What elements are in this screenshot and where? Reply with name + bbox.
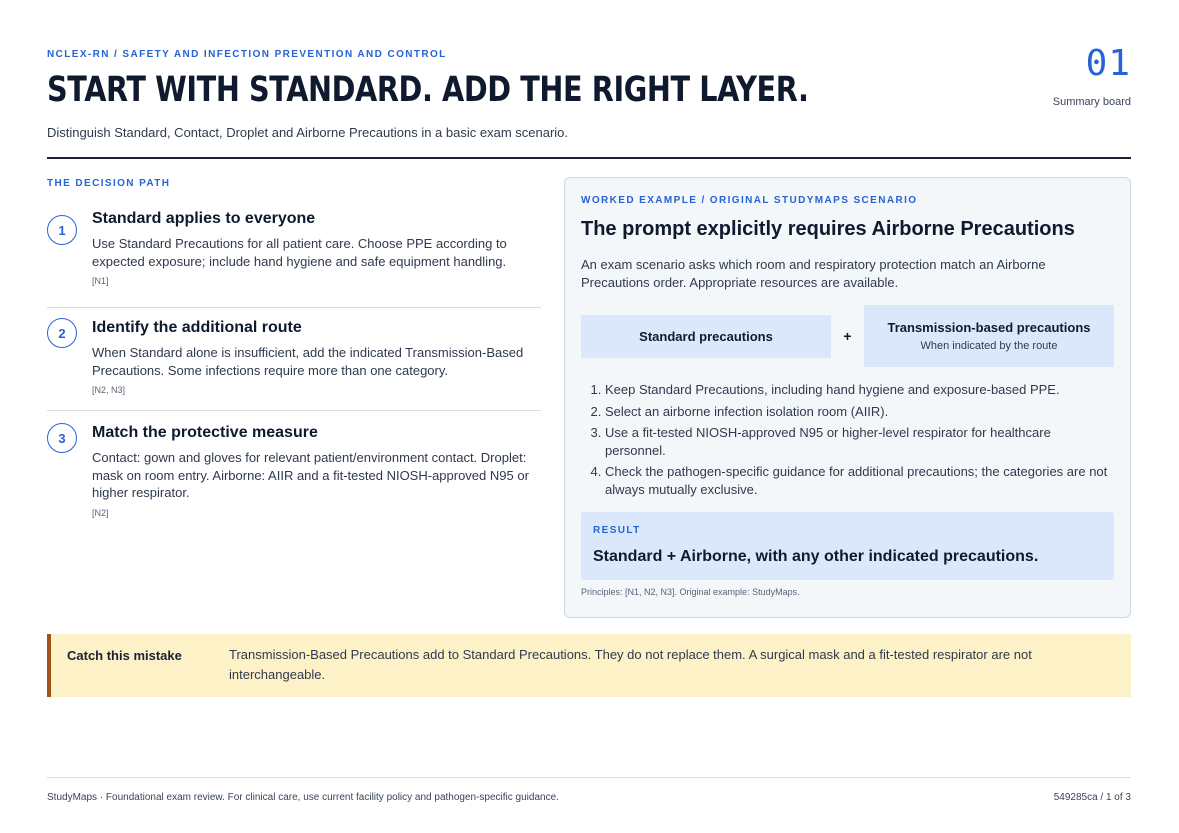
transmission-precautions-chip xyxy=(864,305,1114,367)
footer-disclaimer: StudyMaps · Foundational exam review. For clinical care, use current facility policy and pathogen-specific guidance. xyxy=(47,792,559,803)
worked-example-panel xyxy=(564,177,1131,618)
header-divider xyxy=(47,157,1131,159)
list-item: 2. Select an airborne infection isolation room (AIIR). xyxy=(605,403,1114,421)
decision-path-label: THE DECISION PATH xyxy=(47,178,171,189)
step-title: Standard applies to everyone xyxy=(92,210,316,227)
footer-page-info: 549285ca / 1 of 3 xyxy=(1053,792,1131,803)
standard-precautions-chip xyxy=(581,315,831,358)
step-body: Contact: gown and gloves for relevant patient/environment contact. Droplet: mask on room entry. Airborne: AIIR and a fit-tested NIOSH-approved N95 or higher respirator. xyxy=(92,450,529,500)
mistake-text: Transmission-Based Precautions add to Standard Precautions. They do not replace them. A surgical mask and a fit-tested respirator are not interchangeable. xyxy=(229,647,1032,682)
step-reference: [N1] xyxy=(92,276,109,286)
mistake-callout xyxy=(47,634,1131,697)
example-label: WORKED EXAMPLE / ORIGINAL STUDYMAPS SCENARIO xyxy=(581,195,918,206)
list-item: 4. Check the pathogen-specific guidance for additional precautions; the categories are not always mutually exclusive. xyxy=(605,463,1114,498)
step-body: When Standard alone is insufficient, add the indicated Transmission-Based Precautions. Some infections require more than one category. xyxy=(92,345,524,378)
example-footnote: Principles: [N1, N2, N3]. Original example: StudyMaps. xyxy=(581,587,800,597)
step-number-badge: 3 xyxy=(47,423,77,453)
step-item xyxy=(47,308,541,411)
board-label: Summary board xyxy=(1052,96,1131,108)
plus-sign: + xyxy=(843,328,852,344)
page-subtitle: Distinguish Standard, Contact, Droplet and Airborne Precautions in a basic exam scenario. xyxy=(47,125,569,140)
step-reference: [N2, N3] xyxy=(92,385,126,395)
transmission-precautions-title: Transmission-based precautions xyxy=(887,320,1091,335)
list-item: 1. Keep Standard Precautions, including hand hygiene and exposure-based PPE. xyxy=(605,381,1114,399)
list-item: 3. Use a fit-tested NIOSH-approved N95 or higher-level respirator for healthcare personnel. xyxy=(605,424,1114,459)
step-reference: [N2] xyxy=(92,507,109,518)
decision-steps xyxy=(47,203,541,531)
step-title: Match the protective measure xyxy=(92,424,318,441)
result-box xyxy=(581,512,1114,580)
example-steps-list xyxy=(581,381,1114,498)
precaution-combo xyxy=(581,305,1114,367)
step-item xyxy=(47,411,541,531)
step-item xyxy=(47,209,541,308)
result-label: RESULT xyxy=(593,525,641,536)
eyebrow: NCLEX-RN / SAFETY AND INFECTION PREVENTION AND CONTROL xyxy=(47,49,447,60)
step-number-badge: 1 xyxy=(47,215,77,245)
standard-precautions-label: Standard precautions xyxy=(639,328,773,344)
page-title: START WITH STANDARD. ADD THE RIGHT LAYER. xyxy=(47,70,809,110)
example-title: The prompt explicitly requires Airborne Precautions xyxy=(581,218,1075,240)
result-text: Standard + Airborne, with any other indicated precautions. xyxy=(593,548,1039,565)
transmission-precautions-subtitle: When indicated by the route xyxy=(920,340,1058,352)
footer-divider xyxy=(47,777,1131,778)
step-body: Use Standard Precautions for all patient care. Choose PPE according to expected exposure; include hand hygiene and safe equipment handling. xyxy=(92,236,507,269)
example-description: An exam scenario asks which room and respiratory protection match an Airborne Precautions order. Appropriate resources are available. xyxy=(581,257,1046,290)
step-title: Identify the additional route xyxy=(92,319,302,336)
mistake-label: Catch this mistake xyxy=(67,648,182,663)
page-number: 01 xyxy=(1085,43,1131,84)
step-number-badge: 2 xyxy=(47,318,77,348)
